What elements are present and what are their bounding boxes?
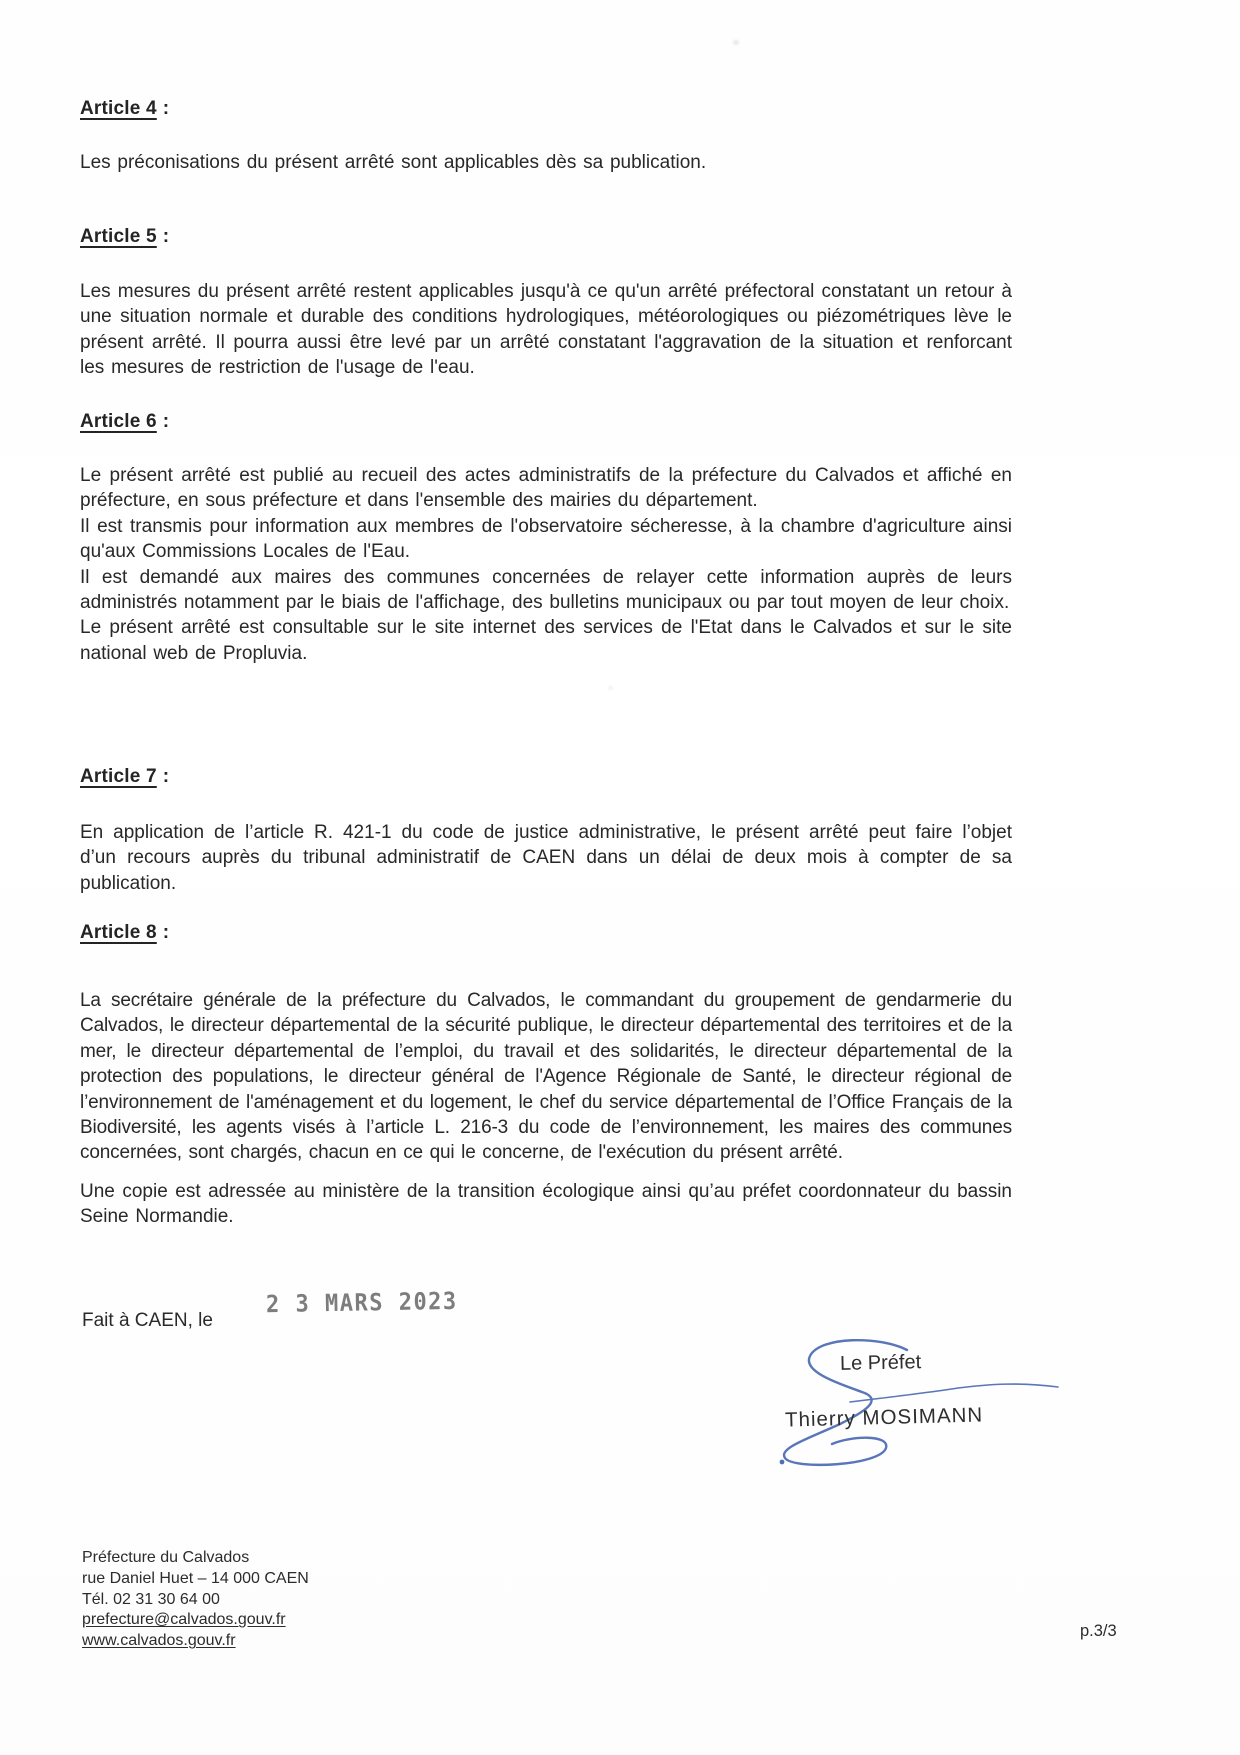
article-8-heading	[80, 922, 169, 944]
article-5-heading	[80, 226, 169, 248]
article-8-paragraph: La secrétaire générale de la préfecture du Calvados, le commandant du groupement de gendarmerie du Calvados, le directeur départemental de la sécurité publique, le directeur départemental des territoires et de la mer, le directeur départemental de l’emploi, du travail et des solidarités, le directeur départemental de la protection des populations, le directeur général de l'Agence Régionale de Santé, le directeur régional de l’environnement de l'aménagement et du logement, le chef du service départemental de l’Office Français de la Biodiversité, les agents visés à l’article L. 216-3 du code de l’environnement, les maires des communes concernées, sont chargés, chacun en ce qui le concerne, de l'exécution du présent arrêté.	[80, 990, 1012, 1164]
footer-address: rue Daniel Huet – 14 000 CAEN	[82, 1569, 309, 1587]
place-date-label: Fait à CAEN, le	[82, 1310, 213, 1331]
article-6-heading-colon: :	[162, 411, 170, 432]
article-7-heading-colon: :	[162, 766, 170, 787]
page-number: p.3/3	[1080, 1622, 1117, 1640]
scan-speck	[733, 40, 739, 45]
footer-website-link[interactable]: www.calvados.gouv.fr	[82, 1632, 236, 1650]
article-5-heading-colon: :	[162, 226, 170, 247]
article-8-heading-text: Article 8	[80, 922, 157, 943]
article-7-heading-text: Article 7	[80, 766, 157, 787]
article-6-paragraph: Le présent arrêté est publié au recueil des actes administratifs de la préfecture du Calvados et affiché en préfecture, en sous préfecture et dans l'ensemble des mairies du département.	[80, 465, 1012, 512]
date-stamp: 2 3 MARS 2023	[265, 1288, 458, 1319]
article-7-heading	[80, 766, 169, 788]
article-7-paragraph: En application de l’article R. 421-1 du code de justice administrative, le présent arrêté peut faire l’objet d’un recours auprès du tribunal administratif de CAEN dans un délai de deux mois à compter de sa publication.	[80, 822, 1012, 894]
article-6-heading	[80, 411, 169, 433]
article-8-paragraph: Une copie est adressée au ministère de la transition écologique ainsi qu’au préfet coordonnateur du bassin Seine Normandie.	[80, 1180, 1012, 1228]
scan-speck	[608, 686, 613, 690]
article-6-heading-text: Article 6	[80, 411, 157, 432]
article-6-paragraph: Il est demandé aux maires des communes concernées de relayer cette information auprès de leurs administrés notamment par le biais de l'affichage, des bulletins municipaux ou par tout moyen de leur choix.	[80, 566, 1012, 614]
article-4-heading	[80, 98, 169, 120]
article-6-paragraph: Il est transmis pour information aux membres de l'observatoire sécheresse, à la chambre d'agriculture ainsi qu'aux Commissions Locales de l'Eau.	[80, 515, 1012, 563]
article-6-paragraph: Le présent arrêté est consultable sur le site internet des services de l'Etat dans le Calvados et sur le site national web de Propluvia.	[80, 617, 1012, 664]
footer-email-link[interactable]: prefecture@calvados.gouv.fr	[82, 1611, 286, 1629]
article-5-paragraph: Les mesures du présent arrêté restent applicables jusqu'à ce qu'un arrêté préfectoral constatant un retour à une situation normale et durable des conditions hydrologiques, météorologiques ou piézométriques lève le présent arrêté. Il pourra aussi être levé par un arrêté constatant l'aggravation de la situation et renforcant les mesures de restriction de l'usage de l'eau.	[80, 281, 1012, 379]
footer-block	[82, 1548, 309, 1652]
footer-phone: Tél. 02 31 30 64 00	[82, 1590, 220, 1608]
signature-block	[690, 1332, 1090, 1482]
article-8-heading-colon: :	[162, 922, 170, 943]
signer-name: Thierry MOSIMANN	[784, 1403, 984, 1432]
signer-title: Le Préfet	[839, 1351, 922, 1375]
article-4-paragraph: Les préconisations du présent arrêté sont applicables dès sa publication.	[80, 152, 707, 173]
article-4-heading-text: Article 4	[80, 98, 157, 119]
article-6-body	[80, 463, 1012, 666]
article-5-heading-text: Article 5	[80, 226, 157, 247]
article-8-body	[80, 988, 1012, 1230]
article-4-heading-colon: :	[162, 98, 170, 119]
footer-organization: Préfecture du Calvados	[82, 1549, 250, 1566]
